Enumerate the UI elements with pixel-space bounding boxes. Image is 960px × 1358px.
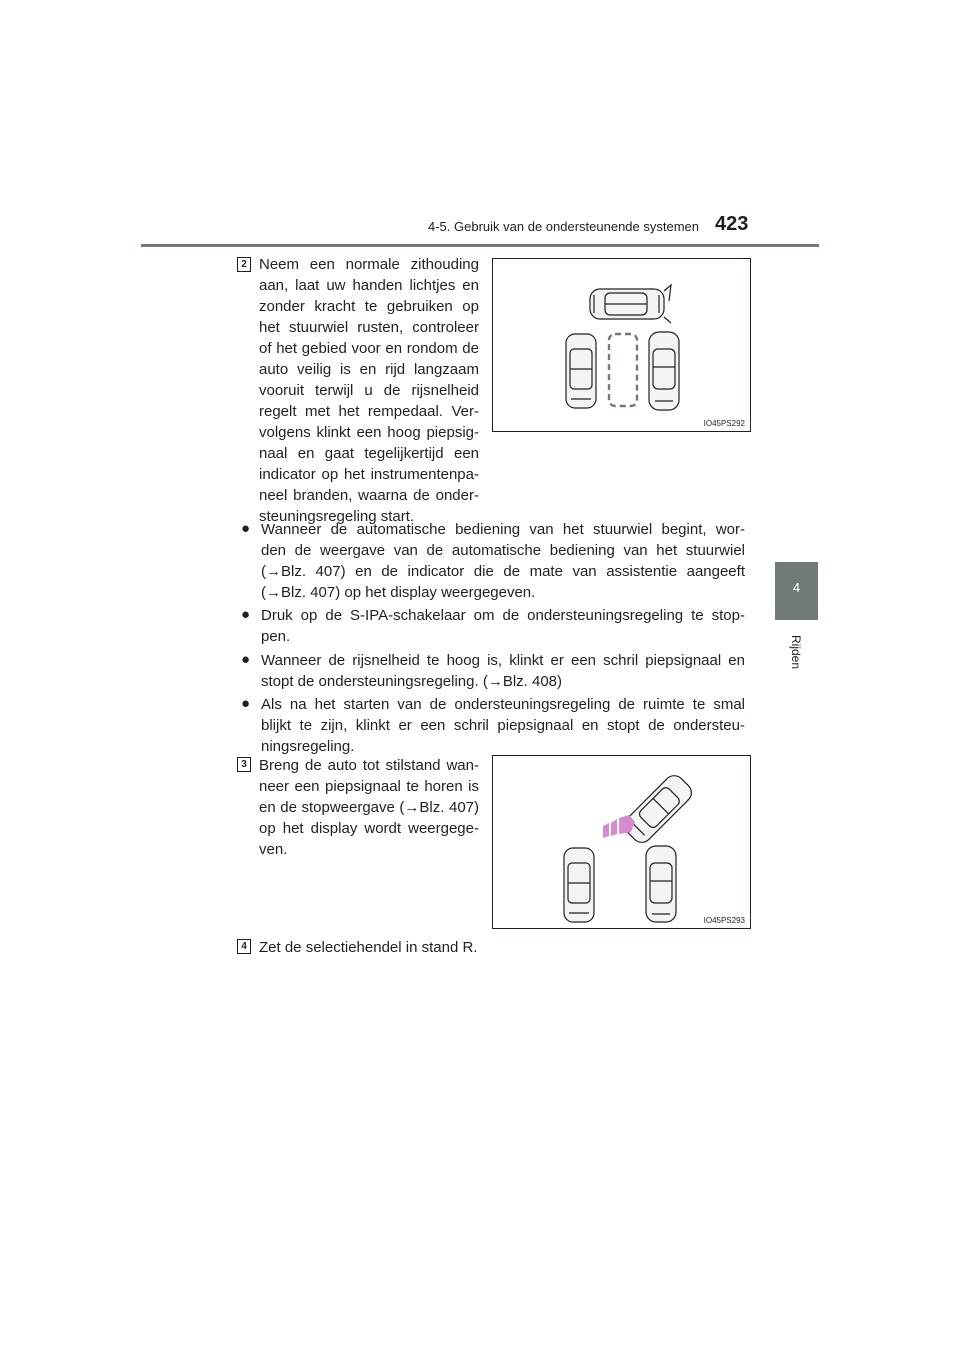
parked-car-left-icon — [566, 334, 596, 408]
header-divider — [141, 244, 819, 247]
section-title: 4-5. Gebruik van de ondersteunende systemen — [428, 219, 700, 234]
parked-car-left-icon — [564, 848, 594, 922]
target-parking-space — [609, 334, 637, 406]
figure-code: IO45PS293 — [703, 916, 745, 925]
own-car-icon — [590, 285, 671, 323]
parked-car-right-icon — [646, 846, 676, 922]
chapter-label: Rijden — [789, 634, 803, 670]
stop-illustration — [493, 756, 750, 928]
figure-code: IO45PS292 — [703, 419, 745, 428]
bullet-item: ● Druk op de S-IPA-schakelaar om de ondersteuningsregeling te stop- pen. — [241, 606, 745, 645]
step-badge-3: 3 — [237, 757, 251, 772]
step-4-text: Zet de selectiehendel in stand R. — [259, 939, 478, 956]
step-badge-2: 2 — [237, 257, 251, 272]
bullet-item: ● Als na het starten van de ondersteuningsregeling de ruimte te smal blijkt te zijn, klinkt er een schril piepsignaal en stopt de ondersteu- ningsregeling. — [241, 695, 745, 755]
step-3-text: Breng de auto tot stilstand wan- neer een piepsignaal te horen is en de stopweergave (→Blz. 407) op het display wordt weergege- ven. — [259, 757, 479, 858]
parking-illustration — [493, 259, 750, 431]
parked-car-right-icon — [649, 332, 679, 410]
own-car-angled-icon — [621, 772, 696, 847]
parking-diagram-stop — [492, 755, 751, 929]
chapter-tab — [775, 562, 818, 620]
step-badge-4: 4 — [237, 939, 251, 954]
page-number: 423 — [715, 213, 749, 235]
parking-diagram-start — [492, 258, 751, 432]
chapter-number: 4 — [792, 580, 801, 595]
bullet-item: ● Wanneer de rijsnelheid te hoog is, klinkt er een schril piepsignaal en stopt de ondersteuningsregeling. (→Blz. 408) — [241, 651, 745, 690]
step-2-text: Neem een normale zithouding aan, laat uw handen lichtjes en zonder kracht te gebruiken op het stuurwiel rusten, controleer of het gebied voor en rondom de auto veilig is en rijd langzaam vooruit terwijl u de rijsnelheid regelt met het rempedaal. Ver- volgens klinkt een hoog piepsig- naal en gaat tegelijkertijd een indicator op het instrumentenpa- neel branden, waarna de onder- steuningsregeling start. — [259, 256, 479, 525]
bullet-item: ● Wanneer de automatische bediening van het stuurwiel begint, wor- den de weergave van de automatische bediening van het stuurwiel (→Blz. 407) en de indicator die de mate van assistentie aangeeft (→Blz. 407) op het display weergegeven. — [241, 520, 745, 601]
